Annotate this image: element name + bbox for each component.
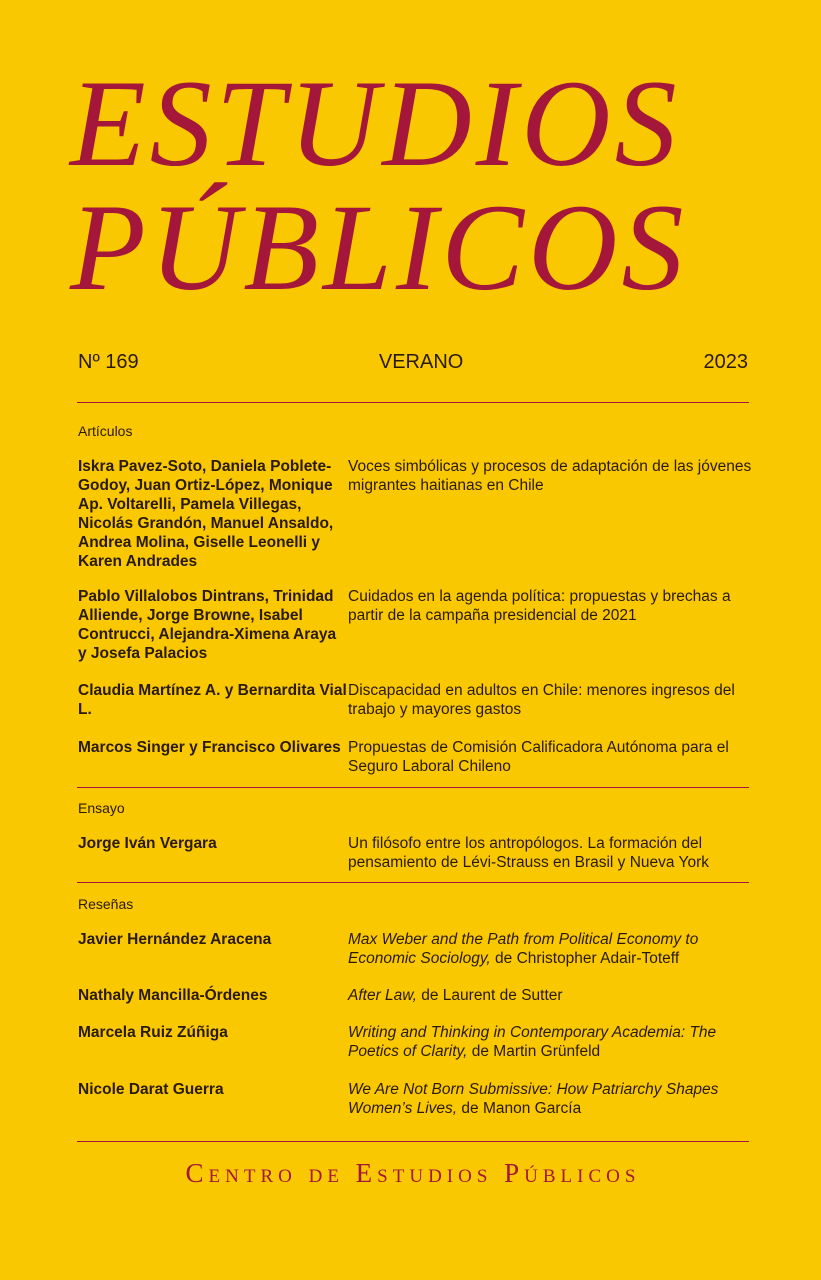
toc-entry	[78, 457, 758, 571]
section-label-articulos: Artículos	[78, 423, 133, 439]
toc-author: Marcela Ruiz Zúñiga	[78, 1024, 228, 1041]
journal-title-line2: PÚBLICOS	[70, 179, 688, 316]
toc-work-rest: de Christopher Adair-Toteff	[490, 950, 680, 967]
toc-entry	[78, 1023, 758, 1060]
section-label-ensayo: Ensayo	[78, 800, 125, 816]
section-label-resenas: Reseñas	[78, 896, 134, 912]
toc-work: Cuidados en la agenda política: propuestas y brechas a partir de la campaña presidencial de 2021	[348, 588, 731, 624]
divider	[77, 882, 749, 883]
toc-author: Nicole Darat Guerra	[78, 1081, 224, 1098]
toc-author: Nathaly Mancilla-Órdenes	[78, 987, 268, 1004]
toc-entry	[78, 587, 758, 663]
issue-meta	[78, 351, 748, 374]
toc-work	[348, 930, 758, 968]
toc-work-rest: de Laurent de Sutter	[416, 987, 563, 1004]
divider	[77, 787, 749, 788]
divider	[77, 402, 749, 403]
journal-title	[70, 55, 760, 316]
toc-work	[348, 986, 758, 1005]
toc-entry	[78, 986, 758, 1005]
issue-year: 2023	[703, 351, 748, 373]
toc-work: Voces simbólicas y procesos de adaptación de las jóvenes migrantes haitianas en Chile	[348, 458, 752, 494]
toc-work-title: We Are Not Born Submissive: How Patriarchy Shapes Women’s Lives,	[348, 1081, 719, 1117]
toc-author: Javier Hernández Aracena	[78, 931, 272, 948]
toc-author: Claudia Martínez A. y Bernardita Vial L.	[78, 682, 347, 718]
divider	[77, 1141, 749, 1142]
toc-author: Jorge Iván Vergara	[78, 835, 217, 852]
toc-work-rest: de Martin Grünfeld	[467, 1043, 601, 1060]
toc-work: Propuestas de Comisión Calificadora Autónoma para el Seguro Laboral Chileno	[348, 739, 729, 775]
toc-work-rest: de Manon García	[457, 1100, 582, 1117]
toc-author: Iskra Pavez-Soto, Daniela Poblete-Godoy, Juan Ortiz-López, Monique Ap. Voltarelli, Pamela Villegas, Nicolás Grandón, Manuel Ansaldo, Andrea Molina, Giselle Leonelli y Karen Andrades	[78, 458, 334, 570]
toc-work: Discapacidad en adultos en Chile: menores ingresos del trabajo y mayores gastos	[348, 682, 735, 718]
toc-work	[348, 1023, 758, 1061]
toc-work: Un filósofo entre los antropólogos. La formación del pensamiento de Lévi-Strauss en Brasil y Nueva York	[348, 835, 710, 871]
journal-title-line1: ESTUDIOS	[70, 55, 681, 192]
toc-author: Marcos Singer y Francisco Olivares	[78, 739, 341, 756]
toc-work-title: After Law,	[348, 987, 417, 1004]
toc-entry	[78, 834, 758, 871]
toc-work	[348, 1080, 758, 1118]
issue-number: Nº 169	[78, 351, 139, 373]
publisher-name: Centro de Estudios Públicos	[185, 1158, 641, 1188]
toc-author: Pablo Villalobos Dintrans, Trinidad Alliende, Jorge Browne, Isabel Contrucci, Alejandra-Ximena Araya y Josefa Palacios	[78, 588, 337, 662]
toc-entry	[78, 738, 758, 775]
toc-entry	[78, 930, 758, 967]
issue-season: VERANO	[378, 351, 464, 373]
toc-work-title: Max Weber and the Path from Political Economy to Economic Sociology,	[348, 931, 699, 967]
toc-entry	[78, 1080, 758, 1117]
toc-work-title: Writing and Thinking in Contemporary Academia: The Poetics of Clarity,	[348, 1024, 717, 1060]
toc-entry	[78, 681, 758, 719]
